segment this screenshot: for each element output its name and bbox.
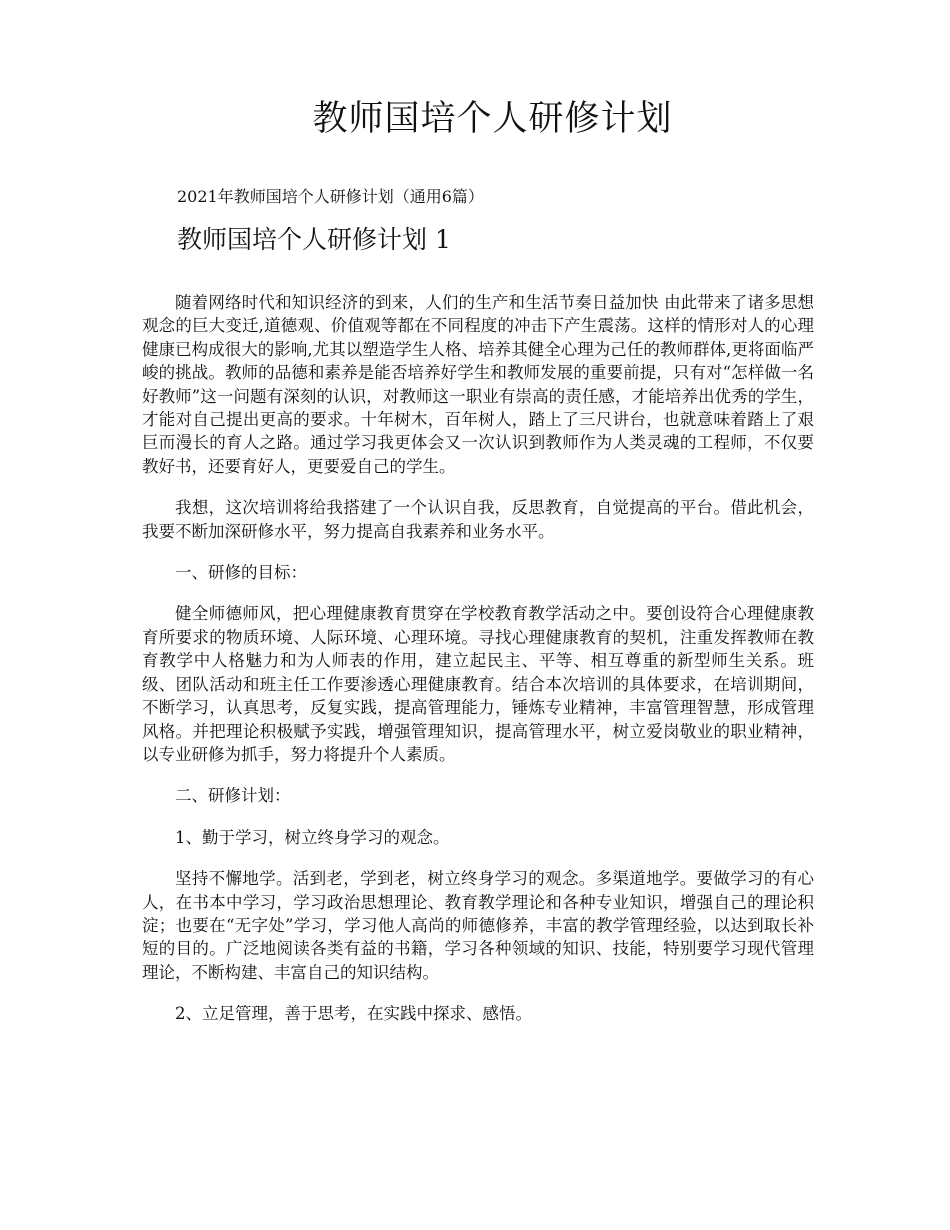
document-subtitle: 2021年教师国培个人研修计划（通用6篇） (177, 187, 484, 206)
heading-goals: 一、研修的目标： (175, 563, 307, 583)
paragraph-goals: 健全师德师风，把心理健康教育贯穿在学校教育教学活动之中。要创设符合心理健康教育所要求的物质环境、人际环境、心理环境。寻找心理健康教育的契机，注重发挥教师在教育教学中人格魅力和为人师表的作用，建立起民主、平等、相互尊重的新型师生关系。班级、团队活动和班主任工作要渗透心理健康教育。结合本次培训的具体要求，在培训期间，不断学习，认真思考，反复实践，提高管理能力，锤炼专业精神，丰富管理智慧，形成管理风格。并把理论积极赋予实践，增强管理知识，提高管理水平，树立爱岗敬业的职业精神，以专业研修为抓手，努力将提升个人素质。 (142, 604, 814, 764)
paragraph-training-platform: 我想，这次培训将给我搭建了一个认识自我，反思教育，自觉提高的平台。借此机会，我要不断加深研修水平，努力提高自我素养和业务水平。 (142, 498, 814, 541)
paragraph-intro: 随着网络时代和知识经济的到来，人们的生产和生活节奏日益加快 由此带来了诸多思想观念的巨大变迁,道德观、价值观等都在不同程度的冲击下产生震荡。这样的情形对人的心理健康已构成很大的影响,尤其以塑造学生人格、培养其健全心理为己任的教师群体,更将面临严峻的挑战。教师的品德和素养是能否培养好学生和教师发展的重要前提，只有对“怎样做一名好教师”这一问题有深刻的认识，对教师这一职业有崇高的责任感，才能培养出优秀的学生，才能对自己提出更高的要求。十年树木，百年树人，踏上了三尺讲台，也就意味着踏上了艰巨而漫长的育人之路。通过学习我更体会又一次认识到教师作为人类灵魂的工程师，不仅要教好书，还要育好人，更要爱自己的学生。 (142, 293, 814, 476)
body-text (142, 291, 814, 1044)
section-heading: 教师国培个人研修计划 1 (177, 225, 451, 254)
heading-plan: 二、研修计划： (175, 786, 291, 806)
paragraph-lifelong-learning: 坚持不懈地学。活到老，学到老，树立终身学习的观念。多渠道地学。要做学习的有心人，在书本中学习，学习政治思想理论、教育教学理论和各种专业知识，增强自己的理论积淀；也要在“无字处”学习，学习他人高尚的师德修养，丰富的教学管理经验，以达到取长补短的目的。广泛地阅读各类有益的书籍，学习各种领域的知识、技能，特别要学习现代管理理论，不断构建、丰富自己的知识结构。 (142, 869, 814, 982)
page-title: 教师国培个人研修计划 (312, 99, 673, 139)
plan-item-2: 2、立足管理，善于思考，在实践中探求、感悟。 (175, 1004, 532, 1024)
plan-item-1: 1、勤于学习，树立终身学习的观念。 (175, 827, 450, 847)
